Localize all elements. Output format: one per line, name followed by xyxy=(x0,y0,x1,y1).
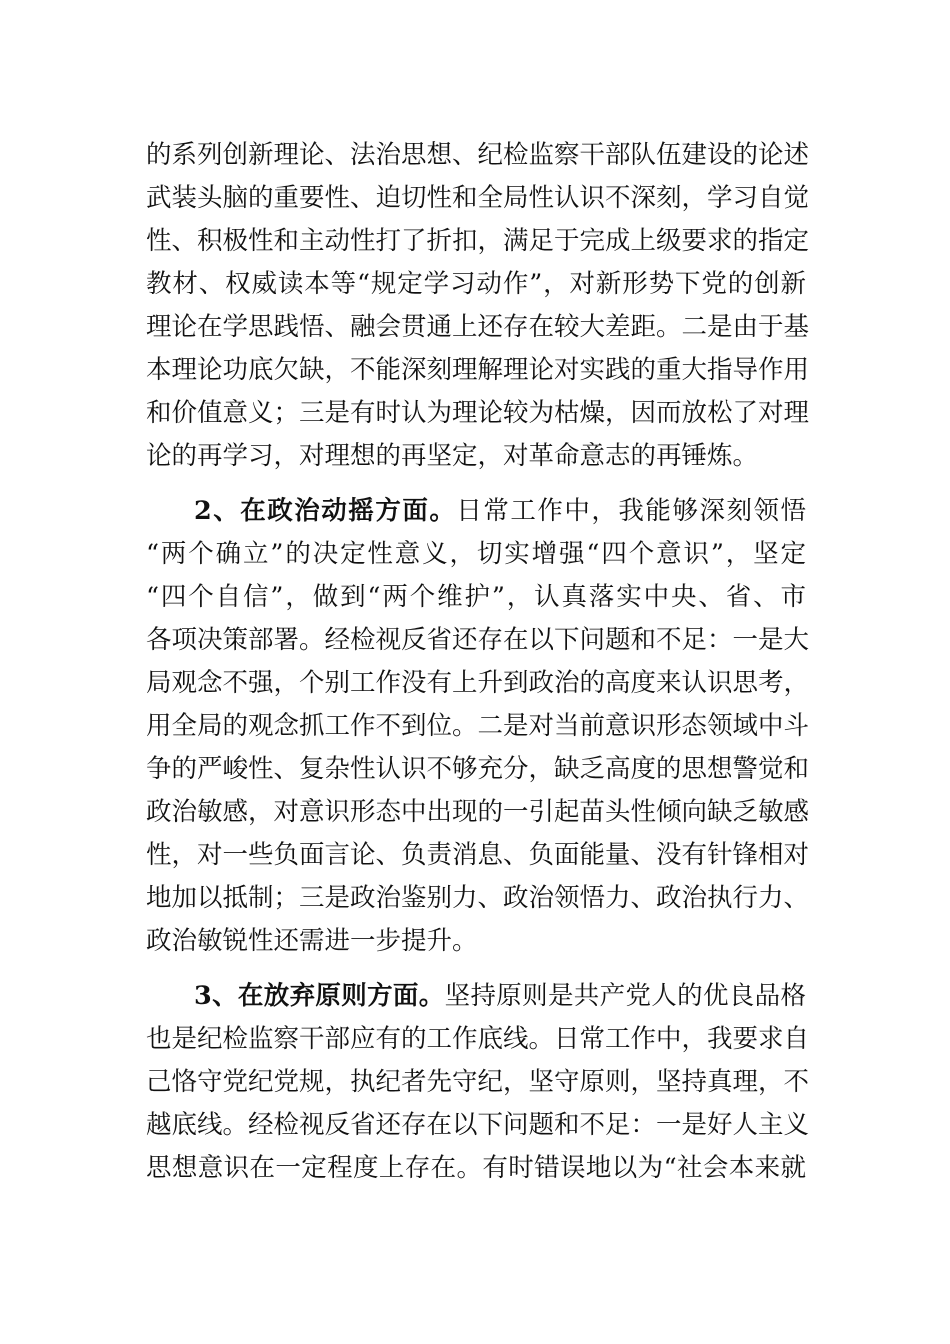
body-text-line: 己恪守党纪党规，执纪者先守纪，坚守原则，坚持真理，不 xyxy=(146,1067,810,1097)
body-text-line: 武装头脑的重要性、迫切性和全局性认识不深刻，学习自觉 xyxy=(146,183,810,213)
body-text-line: 思想意识在一定程度上存在。有时错误地以为“社会本来就 xyxy=(146,1153,806,1183)
body-text-line: 性，对一些负面言论、负责消息、负面能量、没有针锋相对 xyxy=(146,840,810,870)
body-text-line: 争的严峻性、复杂性认识不够充分，缺乏高度的思想警觉和 xyxy=(146,754,810,784)
body-text-line: 论的再学习，对理想的再坚定，对革命意志的再锤炼。 xyxy=(146,441,759,471)
body-text-line: “两个确立”的决定性意义，切实增强“四个意识”，坚定 xyxy=(146,539,806,569)
body-text-line: 教材、权威读本等“规定学习动作”，对新形势下党的创新 xyxy=(146,269,806,299)
body-text-line: 地加以抵制；三是政治鉴别力、政治领悟力、政治执行力、 xyxy=(146,883,810,913)
body-text-line: 也是纪检监察干部应有的工作底线。日常工作中，我要求自 xyxy=(146,1024,810,1054)
body-text-line: 越底线。经检视反省还存在以下问题和不足：一是好人主义 xyxy=(146,1110,810,1140)
section-3-first-line-text: 坚持原则是共产党人的优良品格 xyxy=(444,981,806,1011)
body-text-line: 各项决策部署。经检视反省还存在以下问题和不足：一是大 xyxy=(146,625,810,655)
body-text-line: 理论在学思践悟、融会贯通上还存在较大差距。二是由于基 xyxy=(146,312,810,342)
section-2-heading: 2、在政治动摇方面。 xyxy=(194,496,457,526)
body-text-line: 性、积极性和主动性打了折扣，满足于完成上级要求的指定 xyxy=(146,226,810,256)
body-text-line: 本理论功底欠缺，不能深刻理解理论对实践的重大指导作用 xyxy=(146,355,810,385)
section-3-first-line xyxy=(194,976,806,1016)
body-text-line: 的系列创新理论、法治思想、纪检监察干部队伍建设的论述 xyxy=(146,140,810,170)
section-2-first-line xyxy=(194,491,806,531)
body-text-line: 局观念不强，个别工作没有上升到政治的高度来认识思考， xyxy=(146,668,810,698)
body-text-line: 和价值意义；三是有时认为理论较为枯燥，因而放松了对理 xyxy=(146,398,810,428)
body-text-line: 政治敏感，对意识形态中出现的一引起苗头性倾向缺乏敏感 xyxy=(146,797,810,827)
body-text-line: 用全局的观念抓工作不到位。二是对当前意识形态领域中斗 xyxy=(146,711,810,741)
body-text-line: 政治敏锐性还需进一步提升。 xyxy=(146,926,478,956)
section-2-first-line-text: 日常工作中，我能够深刻领悟 xyxy=(456,496,806,526)
body-text-line: “四个自信”，做到“两个维护”，认真落实中央、省、市 xyxy=(146,582,806,612)
section-3-heading: 3、在放弃原则方面。 xyxy=(194,981,445,1011)
